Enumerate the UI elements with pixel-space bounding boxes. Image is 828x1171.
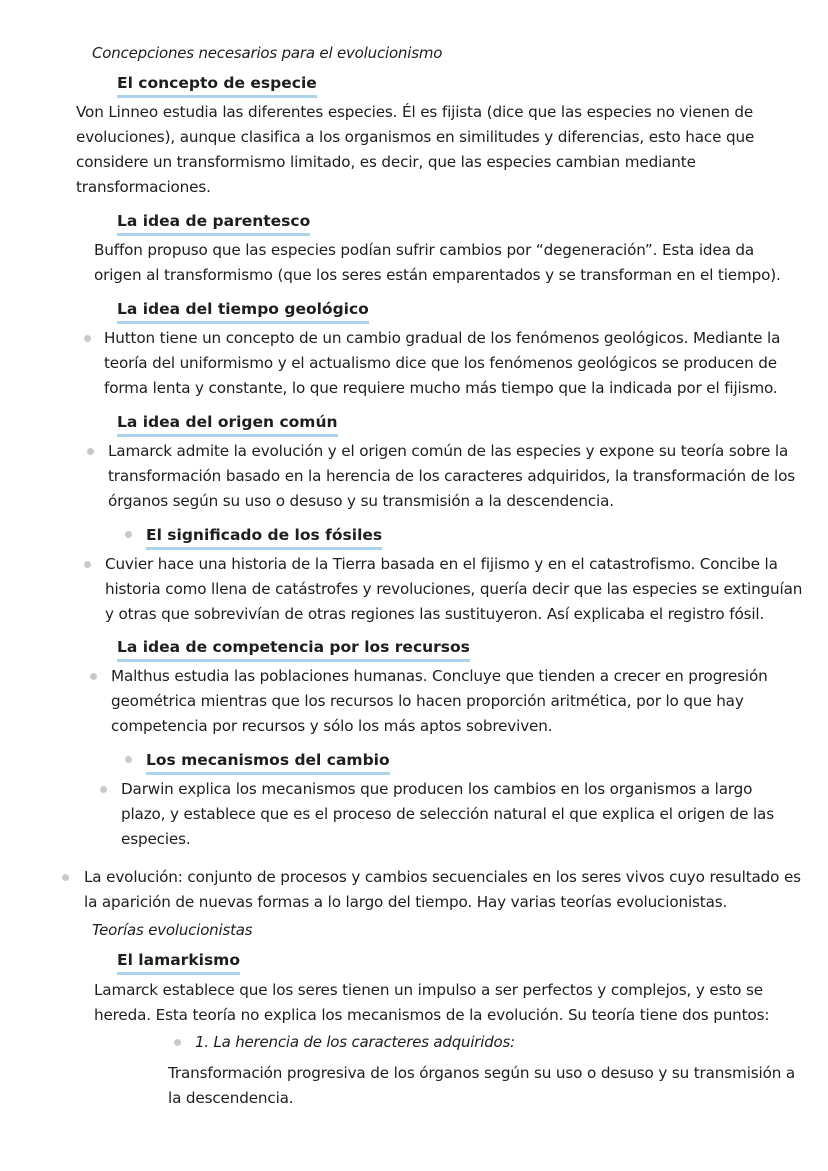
text-line: Buffon propuso que las especies podían sufrir cambios por “degeneración”. Esta idea da [94, 241, 755, 259]
text-line: la descendencia. [168, 1089, 294, 1107]
paragraph-cuvier [105, 552, 802, 627]
text-line: especies. [121, 830, 191, 848]
paragraph-buffon [94, 238, 781, 288]
bullet-dot-icon [84, 561, 91, 568]
paragraph-linneo [76, 100, 754, 200]
text-line: La evolución: conjunto de procesos y cambios secuenciales en los seres vivos cuyo resultado es [84, 868, 801, 886]
paragraph-lamarkismo [94, 978, 769, 1028]
text-line: forma lenta y constante, lo que requiere mucho más tiempo que la indicada por el fijismo. [104, 379, 778, 397]
text-line: teoría del uniformismo y el actualismo dice que los fenómenos geológicos se producen de [104, 354, 777, 372]
text-line: plazo, y establece que es el proceso de selección natural el que explica el origen de las [121, 805, 774, 823]
section-title: Concepciones necesarios para el evolucionismo [92, 44, 443, 62]
heading-lamarkismo [117, 950, 240, 975]
herencia-title: 1. La herencia de los caracteres adquiridos: [195, 1033, 515, 1051]
text-line: transformaciones. [76, 178, 211, 196]
paragraph-evolucion [84, 865, 801, 915]
heading-fosiles [146, 525, 382, 550]
text-line: historia como llena de catástrofes y revoluciones, quería decir que las especies se extinguían [105, 580, 803, 598]
text-line: Lamarck admite la evolución y el origen común de las especies y expone su teoría sobre la [108, 442, 789, 460]
paragraph-hutton [104, 326, 780, 401]
heading-fosiles-text: El significado de los fósiles [146, 525, 382, 550]
heading-lamarkismo-text: El lamarkismo [117, 950, 240, 975]
paragraph-lamarck-origen [108, 439, 795, 514]
heading-mecanismos [146, 750, 390, 775]
paragraph-malthus [111, 664, 768, 739]
text-line: hereda. Esta teoría no explica los mecanismos de la evolución. Su teoría tiene dos puntos: [94, 1006, 770, 1024]
text-line: Malthus estudia las poblaciones humanas. Concluye que tienden a crecer en progresión [111, 667, 768, 685]
bullet-dot-icon [100, 786, 107, 793]
teorias-title: Teorías evolucionistas [92, 921, 253, 939]
text-line: órganos según su uso o desuso y su transmisión a la descendencia. [108, 492, 614, 510]
text-line: transformación basado en la herencia de los caracteres adquiridos, la transformación de los [108, 467, 796, 485]
bullet-dot-icon [90, 673, 97, 680]
heading-mecanismos-text: Los mecanismos del cambio [146, 750, 390, 775]
paragraph-darwin [121, 777, 774, 852]
heading-concepto-especie [117, 73, 317, 98]
heading-concepto-especie-text: El concepto de especie [117, 73, 317, 98]
heading-tiempo-geologico [117, 299, 369, 324]
heading-parentesco [117, 211, 310, 236]
heading-competencia-text: La idea de competencia por los recursos [117, 637, 470, 662]
text-line: Lamarck establece que los seres tienen un impulso a ser perfectos y complejos, y esto se [94, 981, 763, 999]
bullet-dot-icon [84, 335, 91, 342]
text-line: considere un transformismo limitado, es decir, que las especies cambian mediante [76, 153, 696, 171]
heading-origen-comun-text: La idea del origen común [117, 412, 338, 437]
heading-origen-comun [117, 412, 338, 437]
text-line: evoluciones), aunque clasifica a los organismos en similitudes y diferencias, esto hace que [76, 128, 755, 146]
heading-parentesco-text: La idea de parentesco [117, 211, 310, 236]
heading-tiempo-geologico-text: La idea del tiempo geológico [117, 299, 369, 324]
text-line: Cuvier hace una historia de la Tierra basada en el fijismo y en el catastrofismo. Concibe la [105, 555, 778, 573]
text-line: la aparición de nuevas formas a lo largo del tiempo. Hay varias teorías evolucionistas. [84, 893, 728, 911]
bullet-dot-icon [174, 1039, 181, 1046]
bullet-dot-icon [125, 531, 132, 538]
heading-competencia [117, 637, 470, 662]
text-line: competencia por recursos y sólo los más aptos sobreviven. [111, 717, 553, 735]
text-line: geométrica mientras que los recursos lo hacen proporción aritmética, por lo que hay [111, 692, 744, 710]
bullet-dot-icon [87, 448, 94, 455]
text-line: origen al transformismo (que los seres están emparentados y se transforman en el tiempo). [94, 266, 781, 284]
paragraph-herencia [168, 1061, 795, 1111]
text-line: Von Linneo estudia las diferentes especies. Él es fijista (dice que las especies no vienen de [76, 103, 754, 121]
bullet-dot-icon [125, 756, 132, 763]
text-line: Transformación progresiva de los órganos según su uso o desuso y su transmisión a [168, 1064, 796, 1082]
text-line: Hutton tiene un concepto de un cambio gradual de los fenómenos geológicos. Mediante la [104, 329, 781, 347]
text-line: Darwin explica los mecanismos que producen los cambios en los organismos a largo [121, 780, 753, 798]
bullet-dot-icon [62, 874, 69, 881]
text-line: y otras que sobrevivían de otras regiones las sustituyeron. Así explicaba el registro fósil. [105, 605, 765, 623]
